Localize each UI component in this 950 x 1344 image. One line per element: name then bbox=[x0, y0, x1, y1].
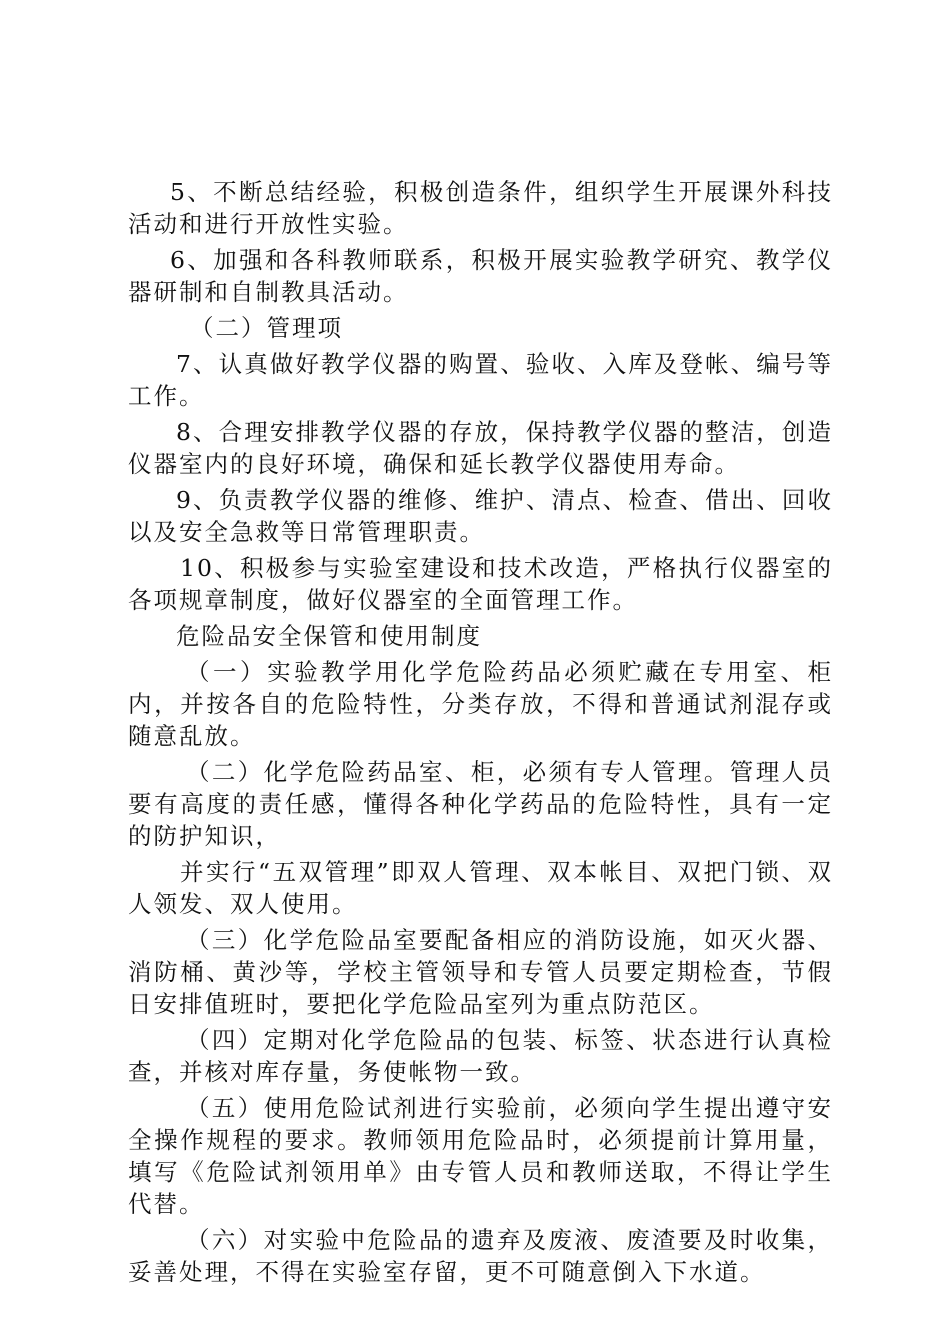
paragraph-item-10: 10、积极参与实验室建设和技术改造，严格执行仪器室的各项规章制度，做好仪器室的全面管理工作。 bbox=[128, 554, 833, 614]
hazard-item-3: （三）化学危险品室要配备相应的消防设施，如灭火器、消防桶、黄沙等，学校主管领导和专管人员要定期检查，节假日安排值班时，要把化学危险品室列为重点防范区。 bbox=[128, 926, 833, 1018]
hazard-item-1: （一）实验教学用化学危险药品必须贮藏在专用室、柜内，并按各自的危险特性，分类存放，不得和普通试剂混存或随意乱放。 bbox=[128, 658, 833, 750]
document-body bbox=[128, 176, 833, 1292]
hazard-item-5: （五）使用危险试剂进行实验前，必须向学生提出遵守安全操作规程的要求。教师领用危险品时，必须提前计算用量，填写《危险试剂领用单》由专管人员和教师送取，不得让学生代替。 bbox=[128, 1094, 833, 1218]
paragraph-item-9: 9、负责教学仪器的维修、维护、清点、检查、借出、回收以及安全急救等日常管理职责。 bbox=[128, 486, 833, 546]
paragraph-item-8: 8、合理安排教学仪器的存放，保持教学仪器的整洁，创造仪器室内的良好环境，确保和延长教学仪器使用寿命。 bbox=[128, 418, 833, 478]
hazard-item-6: （六）对实验中危险品的遗弃及废液、废渣要及时收集，妥善处理，不得在实验室存留，更不可随意倒入下水道。 bbox=[128, 1226, 833, 1286]
section-heading-hazardous: 危险品安全保管和使用制度 bbox=[176, 622, 482, 650]
hazard-item-2: （二）化学危险药品室、柜，必须有专人管理。管理人员要有高度的责任感，懂得各种化学药品的危险特性，具有一定的防护知识， bbox=[128, 758, 833, 850]
paragraph-item-6: 6、加强和各科教师联系，积极开展实验教学研究、教学仪器研制和自制教具活动。 bbox=[128, 246, 833, 306]
paragraph-item-5: 5、不断总结经验，积极创造条件，组织学生开展课外科技活动和进行开放性实验。 bbox=[128, 178, 833, 238]
paragraph-item-7: 7、认真做好教学仪器的购置、验收、入库及登帐、编号等工作。 bbox=[128, 350, 833, 410]
hazard-item-2-continued: 并实行“五双管理”即双人管理、双本帐目、双把门锁、双人领发、双人使用。 bbox=[128, 858, 833, 918]
section-heading-management: （二）管理项 bbox=[190, 314, 343, 342]
hazard-item-4: （四）定期对化学危险品的包装、标签、状态进行认真检查，并核对库存量，务使帐物一致。 bbox=[128, 1026, 833, 1086]
